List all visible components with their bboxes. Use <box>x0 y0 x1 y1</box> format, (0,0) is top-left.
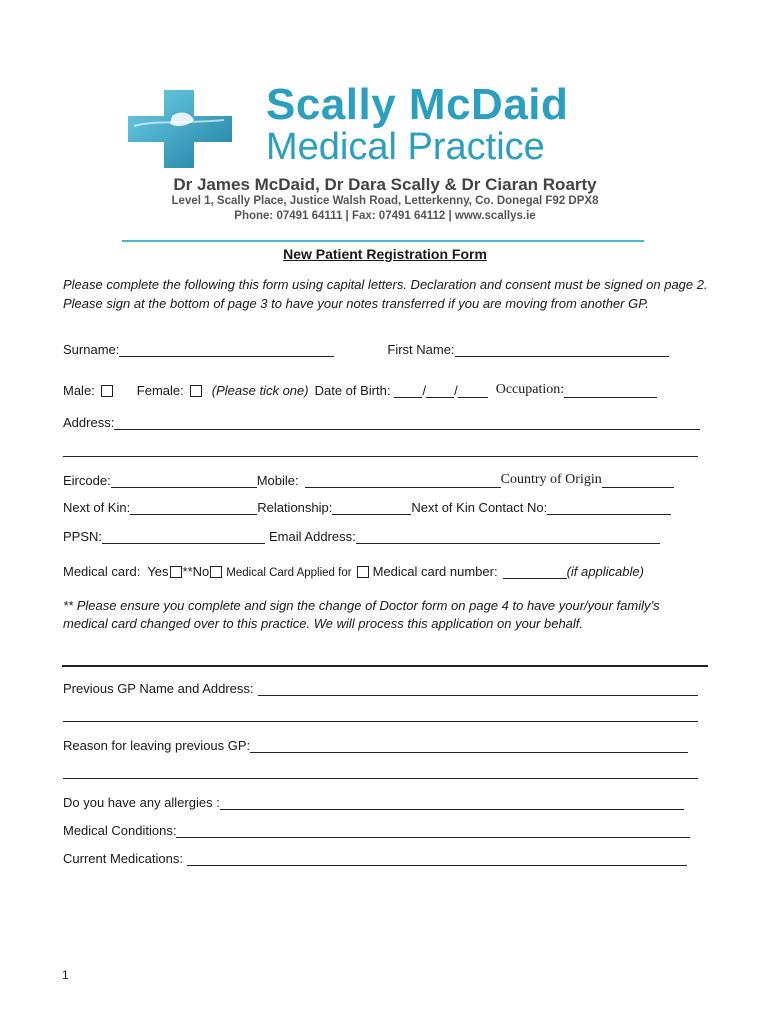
dob-separator-1: / <box>422 383 427 398</box>
medical-card-yes-checkbox[interactable] <box>170 566 182 578</box>
country-field[interactable] <box>602 475 674 488</box>
dob-label: Date of Birth: <box>314 383 391 398</box>
brand-line-2-text: Medical Practice <box>266 126 545 168</box>
ppsn-email-row <box>63 529 660 544</box>
no-label: **No <box>182 564 210 579</box>
reason-label: Reason for leaving previous GP: <box>63 738 251 753</box>
email-field[interactable] <box>356 531 660 544</box>
surname-field[interactable] <box>119 344 334 357</box>
eircode-label: Eircode: <box>63 473 111 488</box>
reason-row <box>63 738 688 753</box>
tick-one-note: (Please tick one) <box>211 383 309 398</box>
surname-label: Surname: <box>63 342 120 357</box>
nok-contact-label: Next of Kin Contact No: <box>411 500 548 515</box>
nok-contact-field[interactable] <box>547 502 671 515</box>
brand-line-1: Scally McDaid <box>266 80 569 129</box>
medical-card-applied-checkbox[interactable] <box>357 566 369 578</box>
name-row <box>63 342 669 357</box>
conditions-field[interactable] <box>176 825 690 838</box>
medical-card-label: Medical card: <box>63 564 141 579</box>
medications-row <box>63 851 687 866</box>
section-divider <box>62 665 708 667</box>
brand-line-2 <box>266 126 545 169</box>
medications-field[interactable] <box>187 853 687 866</box>
reason-field-line-2[interactable] <box>63 778 698 779</box>
page-number: 1 <box>62 968 69 982</box>
ppsn-label: PPSN: <box>63 529 103 544</box>
occupation-label: Occupation: <box>495 382 565 397</box>
mobile-field[interactable] <box>305 475 501 488</box>
gender-dob-row <box>63 382 657 398</box>
dob-year-field[interactable] <box>458 385 488 398</box>
medications-label: Current Medications: <box>63 851 183 866</box>
dob-day-field[interactable] <box>394 385 422 398</box>
first-name-label: First Name: <box>387 342 455 357</box>
address-field-line-2[interactable] <box>63 456 698 457</box>
medical-card-no-checkbox[interactable] <box>210 566 222 578</box>
female-label: Female: <box>136 383 184 398</box>
if-applicable-note: (if applicable) <box>566 564 644 579</box>
yes-label: Yes <box>147 564 169 579</box>
reason-field[interactable] <box>250 740 688 753</box>
dob-month-field[interactable] <box>426 385 454 398</box>
occupation-field[interactable] <box>564 385 657 398</box>
practice-address: Level 1, Scally Place, Justice Walsh Road, Letterkenny, Co. Donegal F92 DPX8 <box>171 195 599 207</box>
applied-label: Medical Card Applied for <box>226 567 352 579</box>
eircode-field[interactable] <box>111 475 257 488</box>
form-instructions: Please complete the following this form using capital letters. Declaration and consent must be signed on page 2. Please sign at the bottom of page 3 to have your notes transferred if you are moving from another GP. <box>63 277 708 311</box>
first-name-field[interactable] <box>455 344 669 357</box>
ppsn-field[interactable] <box>102 531 265 544</box>
previous-gp-row <box>63 681 698 696</box>
form-title: New Patient Registration Form <box>283 246 487 262</box>
relationship-label: Relationship: <box>257 500 333 515</box>
conditions-row <box>63 823 690 838</box>
country-label: Country of Origin <box>500 472 602 487</box>
doctors-line: Dr James McDaid, Dr Dara Scally & Dr Ciaran Roarty <box>173 175 597 194</box>
medical-card-row <box>63 564 644 579</box>
allergies-row <box>63 795 684 810</box>
next-of-kin-label: Next of Kin: <box>63 500 131 515</box>
relationship-field[interactable] <box>332 502 411 515</box>
practice-logo <box>126 80 631 170</box>
next-of-kin-field[interactable] <box>130 502 257 515</box>
address-label: Address: <box>63 415 115 430</box>
medical-cross-icon <box>126 86 236 170</box>
change-of-doctor-note: ** Please ensure you complete and sign the change of Doctor form on page 4 to have your/your family’s medical card changed over to this practice. We will process this application on your behalf. <box>63 598 660 631</box>
mobile-label: Mobile: <box>256 473 299 488</box>
conditions-label: Medical Conditions: <box>63 823 177 838</box>
email-label: Email Address: <box>269 529 356 544</box>
next-of-kin-row <box>63 500 671 515</box>
header-divider <box>122 240 644 242</box>
address-field[interactable] <box>114 417 700 430</box>
contact-row <box>63 472 674 488</box>
card-number-label: Medical card number: <box>372 564 498 579</box>
previous-gp-field-line-2[interactable] <box>63 721 698 722</box>
male-label: Male: <box>63 383 95 398</box>
allergies-label: Do you have any allergies : <box>63 795 220 810</box>
address-row <box>63 415 700 430</box>
card-number-field[interactable] <box>503 566 567 579</box>
female-checkbox[interactable] <box>190 385 202 397</box>
allergies-field[interactable] <box>220 797 684 810</box>
previous-gp-label: Previous GP Name and Address: <box>63 681 254 696</box>
dob-separator-2: / <box>454 383 458 398</box>
previous-gp-field[interactable] <box>258 683 698 696</box>
practice-contact: Phone: 07491 64111 | Fax: 07491 64112 | www.scallys.ie <box>234 210 536 222</box>
male-checkbox[interactable] <box>101 385 113 397</box>
